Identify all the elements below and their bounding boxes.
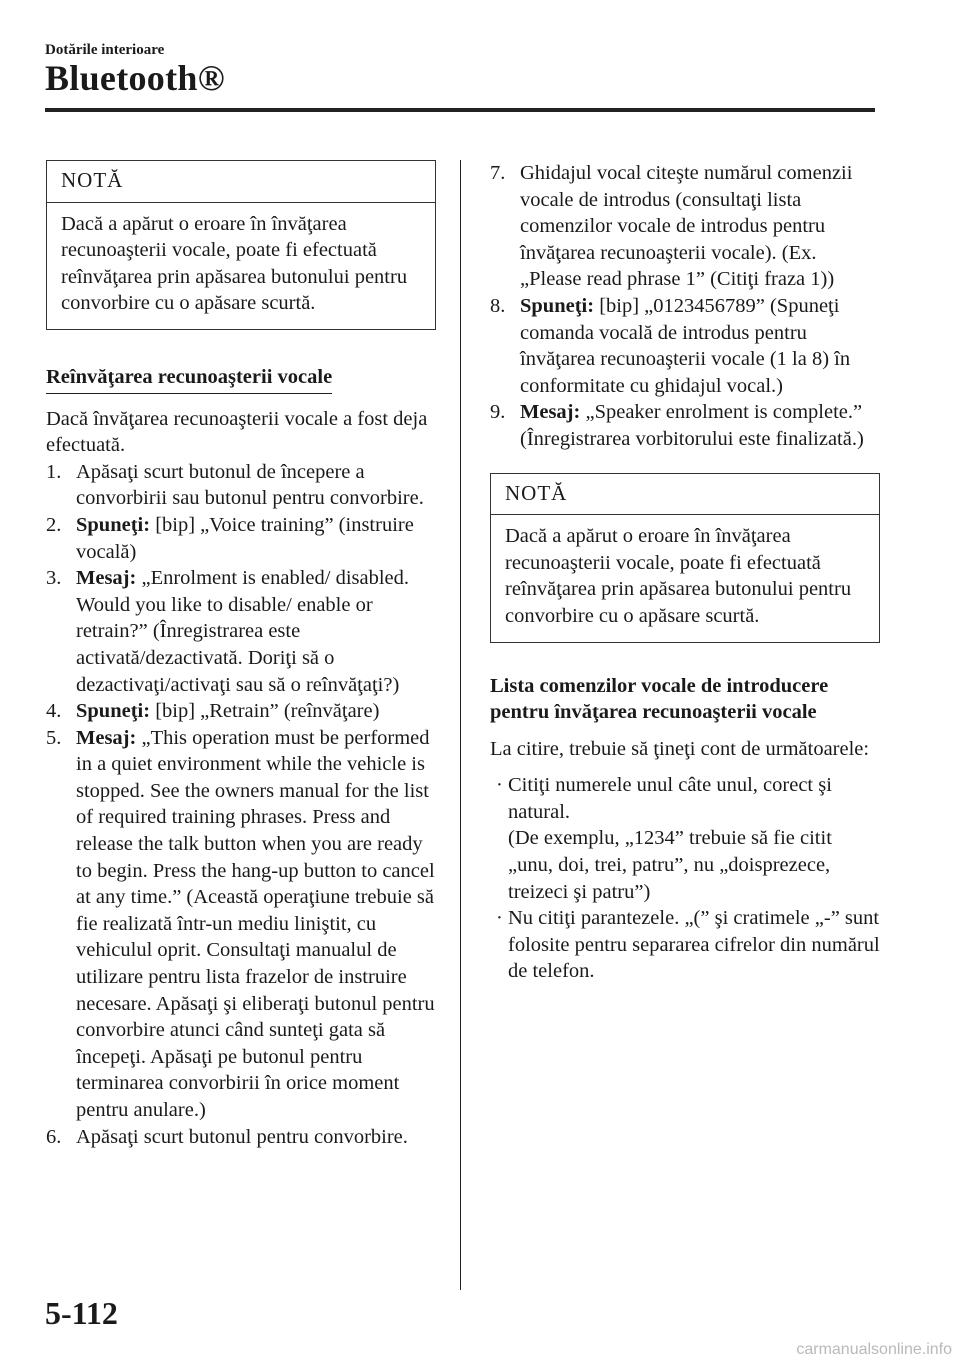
step-number: 9. <box>490 401 506 424</box>
note-box <box>46 160 436 330</box>
steps-list <box>46 459 436 1150</box>
section-title: Reînvăţarea recunoaşterii vocale <box>46 364 332 394</box>
header-rule <box>45 108 875 112</box>
right-column <box>490 160 880 985</box>
step-text: Apăsaţi scurt butonul de începere a convorbirii sau butonul pentru convorbire. <box>76 460 424 510</box>
step-item <box>46 565 436 698</box>
step-text: „This operation must be performed in a quiet environment while the vehicle is stopped. See the owners manual for the list of required training phrases. Press and release the talk button when you are ready to begin. Press the hang-up button to cancel at any time.” (Această operaţiune trebuie să fie realizată într-un mediu liniştit, cu vehiculul oprit. Consultaţi manualul de utilizare pentru lista frazelor de instruire necesare. Apăsaţi şi eliberaţi butonul pentru convorbire atunci când sunteţi gata să începeţi. Apăsaţi pe butonul pentru terminarea convorbirii în orice moment pentru anulare.) <box>76 726 435 1121</box>
step-item <box>46 698 436 725</box>
step-item <box>46 1124 436 1151</box>
step-number: 2. <box>46 513 62 536</box>
bullet-text: Nu citiţi parantezele. „(” şi cratimele „-” sunt folosite pentru separarea cifrelor din numărul de telefon. <box>508 907 880 983</box>
step-text: [bip] „0123456789” (Spuneţi comanda vocală de introdus pentru învăţarea recunoaşterii vocale (1 la 8) în conformitate cu ghidajul vocal.) <box>520 294 851 397</box>
step-number: 6. <box>46 1125 62 1148</box>
step-keyword: Spuneţi: <box>520 294 595 317</box>
step-item <box>490 160 880 293</box>
bullet-text: Citiţi numerele unul câte unul, corect şi natural. <box>508 774 832 823</box>
list-item <box>490 772 880 905</box>
list-title: Lista comenzilor vocale de introducere pentru învăţarea recunoaşterii vocale <box>490 674 829 724</box>
step-keyword: Mesaj: <box>520 401 581 424</box>
reading-intro: La citire, trebuie să ţineţi cont de următoarele: <box>490 737 870 760</box>
page-number: 5-112 <box>45 1295 118 1331</box>
bullet-icon: · <box>496 907 503 930</box>
step-text: „Enrolment is enabled/ disabled. Would you like to disable/ enable or retrain?” (Înregistrarea este activată/dezactivată. Doriţi să o dezactivaţi/activaţi sau să o reînvăţaţi?) <box>76 567 410 696</box>
step-text: [bip] „Voice training” (instruire vocală) <box>76 513 414 563</box>
column-divider <box>460 160 461 1290</box>
step-number: 8. <box>490 294 506 317</box>
step-item <box>46 512 436 565</box>
note-box <box>490 473 880 643</box>
step-keyword: Spuneţi: <box>76 513 151 536</box>
step-keyword: Spuneţi: <box>76 700 151 723</box>
step-text: [bip] „Retrain” (reînvăţare) <box>155 700 380 723</box>
step-item <box>490 293 880 399</box>
step-text: „Speaker enrolment is complete.” (Înregistrarea vorbitorului este finalizată.) <box>520 401 864 450</box>
intro-text: Dacă învăţarea recunoaşterii vocale a fost deja efectuată. <box>46 407 428 457</box>
step-number: 7. <box>490 162 506 184</box>
step-number: 1. <box>46 460 62 483</box>
note-heading: NOTĂ <box>47 161 435 203</box>
step-number: 3. <box>46 567 62 590</box>
step-keyword: Mesaj: <box>76 567 137 590</box>
reading-rules-list <box>490 772 880 985</box>
note-heading: NOTĂ <box>491 474 879 516</box>
step-number: 4. <box>46 700 62 723</box>
step-keyword: Mesaj: <box>76 726 137 749</box>
bullet-icon: · <box>496 774 503 797</box>
step-text: Apăsaţi scurt butonul pentru convorbire. <box>76 1125 408 1148</box>
step-item <box>46 459 436 512</box>
note-body: Dacă a apărut o eroare în învăţarea recunoaşterii vocale, poate fi efectuată reînvăţarea prin apăsarea butonului pentru convorbire cu o apăsare scurtă. <box>505 525 852 627</box>
section-label: Dotările interioare <box>45 42 165 58</box>
step-item <box>46 725 436 1124</box>
step-item <box>490 399 880 452</box>
steps-list-continued <box>490 160 880 453</box>
left-column <box>46 160 436 1150</box>
watermark: carmanualsonline.info <box>796 1341 952 1358</box>
list-item <box>490 905 880 985</box>
note-body: Dacă a apărut o eroare în învăţarea recunoaşterii vocale, poate fi efectuată reînvăţarea prin apăsarea butonului pentru convorbire cu o apăsare scurtă. <box>61 212 408 315</box>
step-number: 5. <box>46 726 62 749</box>
bullet-subtext: (De exemplu, „1234” trebuie să fie citit „unu, doi, trei, patru”, nu „doisprezece, treizeci şi patru”) <box>508 827 832 903</box>
page-title: Bluetooth® <box>45 58 225 98</box>
step-text: Ghidajul vocal citeşte numărul comenzii vocale de introdus (consultaţi lista comenzilor vocale de introdus pentru învăţarea recunoaşterii vocale). (Ex. „Please read phrase 1” (Citiţi fraza 1)) <box>520 162 853 291</box>
